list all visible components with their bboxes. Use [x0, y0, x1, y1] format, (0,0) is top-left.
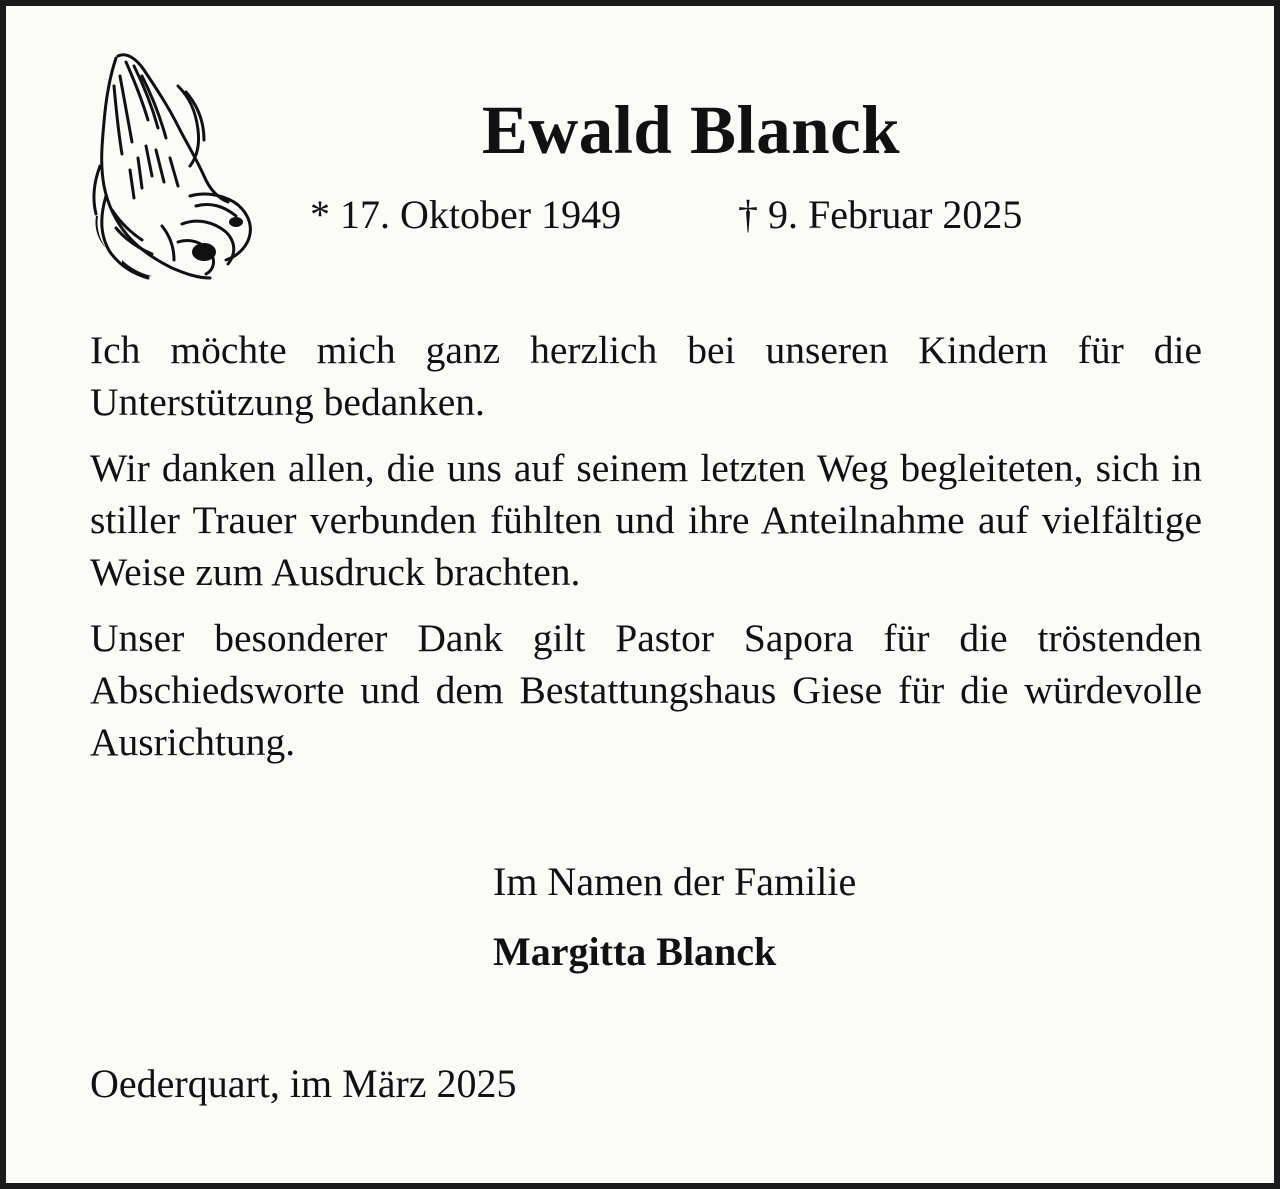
- paragraph: Ich möchte mich ganz herzlich bei unseren Kindern für die Unterstützung bedanken.: [90, 328, 1202, 424]
- deceased-name: Ewald Blanck: [481, 92, 901, 168]
- praying-hands-icon: [86, 46, 256, 286]
- thanks-text: [90, 324, 1202, 782]
- signature-block: [493, 856, 1193, 978]
- paragraph: Unser besonderer Dank gilt Pastor Sapora für die tröstenden Abschiedsworte und dem Bestattungshaus Giese für die würdevolle Ausrichtung.: [90, 616, 1202, 764]
- place-and-date: Oederquart, im März 2025: [90, 1061, 517, 1106]
- closing-line: Im Namen der Familie: [493, 859, 857, 904]
- birth-date: * 17. Oktober 1949: [310, 192, 622, 237]
- death-date: † 9. Februar 2025: [738, 192, 1023, 237]
- paragraph: Wir danken allen, die uns auf seinem letzten Weg begleiteten, sich in stiller Trauer verbunden fühlten und ihre Anteilnahme auf vielfältige Weise zum Ausdruck brachten.: [90, 446, 1202, 594]
- signer-name: Margitta Blanck: [493, 929, 777, 974]
